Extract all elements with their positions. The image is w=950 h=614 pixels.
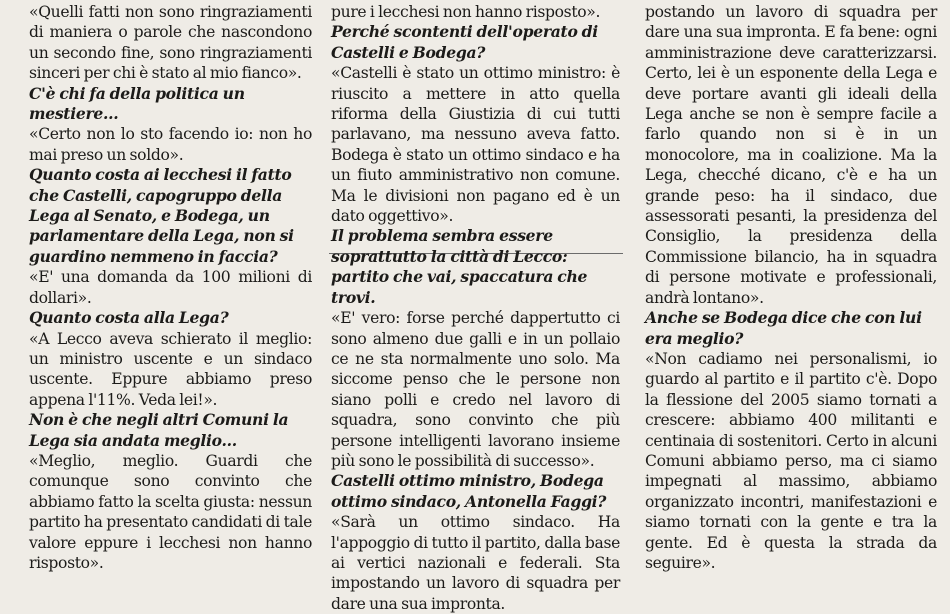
question-heading: Il problema sembra essere soprattutto la città di Lecco: partito che vai, spaccatura che trovi. (331, 226, 588, 307)
question-heading: Non è che negli altri Comuni la Lega sia andata meglio... (29, 410, 289, 450)
answer-paragraph: «Castelli è stato un ottimo ministro: è riuscito a mettere in atto quella riforma della Giustizia di cui tutti parlavano, ma nessuno aveva fatto. Bodega è stato un ottimo sindaco e ha un fiuto amministrativo non comune. Ma le divisioni non pagano ed è un dato oggettivo». (331, 64, 620, 226)
column-1 (29, 2, 312, 573)
question-heading: Castelli ottimo ministro, Bodega ottimo sindaco, Antonella Faggi? (331, 471, 607, 511)
question-heading: Quanto costa ai lecchesi il fatto che Castelli, capogruppo della Lega al Senato, e Bodega, un parlamentare della Lega, non si guardino nemmeno in faccia? (29, 165, 294, 266)
answer-paragraph: pure i lecchesi non hanno risposto». (331, 3, 601, 21)
answer-paragraph: «Sarà un ottimo sindaco. Ha l'appoggio di tutto il partito, dalla base ai vertici nazionali e federali. Sta impostando un lavoro di squadra per dare una sua impronta. (331, 513, 620, 613)
answer-paragraph: «E' vero: forse perché dappertutto ci sono almeno due galli e in un pollaio ce ne sta normalmente uno solo. Ma siccome penso che le persone non siano polli e credo nel lavoro di squadra, sono convinto che più persone intelligenti lavorano insieme più sono le possibilità di successo». (331, 309, 620, 470)
answer-paragraph: «Non cadiamo nei personalismi, io guardo al partito e il partito c'è. Dopo la flessione del 2005 siamo tornati a crescere: abbiamo 400 militanti e centinaia di sostenitori. Certo in alcuni Comuni abbiamo perso, ma ci siamo impegnati al massimo, abbiamo organizzato incontri, manifestazioni e siamo tornati con la gente e tra la gente. Ed è questa la strada da seguire». (645, 349, 937, 572)
answer-paragraph: «Meglio, meglio. Guardi che comunque sono convinto che abbiamo fatto la scelta giusta: nessun partito ha presentato candidati di tale valore eppure i lecchesi non hanno risposto». (29, 451, 312, 572)
question-heading: Anche se Bodega dice che con lui era meglio? (645, 308, 922, 348)
answer-paragraph: «E' una domanda da 100 milioni di dollari». (29, 268, 312, 307)
answer-paragraph: «Quelli fatti non sono ringraziamenti di maniera o parole che nascondono un secondo fine, sono ringraziamenti sinceri per chi è stato al mio fianco». (29, 3, 312, 83)
column-3 (645, 2, 937, 573)
answer-paragraph: «Certo non lo sto facendo io: non ho mai preso un soldo». (29, 125, 312, 164)
question-heading: Perché scontenti dell'operato di Castelli e Bodega? (331, 22, 598, 62)
question-heading: C'è chi fa della politica un mestiere... (29, 83, 245, 124)
answer-paragraph: «A Lecco aveva schierato il meglio: un ministro uscente e un sindaco uscente. Eppure abbiamo preso appena l'11%. Veda lei!». (29, 329, 312, 409)
question-heading: Quanto costa alla Lega? (29, 308, 229, 328)
column-2 (331, 2, 620, 614)
answer-paragraph: postando un lavoro di squadra per dare una sua impronta. E fa bene: ogni amministrazione deve caratterizzarsi. Certo, lei è un esponente della Lega e deve portare avanti gli ideali della Lega anche se non è sempre facile a farlo quando non si è in un monocolore, ma in coalizione. Ma la Lega, checché dicano, c'è e ha un grande peso: ha il sindaco, due assessorati pesanti, la presidenza del Consiglio, la presidenza della Commissione bilancio, ha in squadra di persone motivate e professionali, andrà lontano». (645, 3, 937, 307)
